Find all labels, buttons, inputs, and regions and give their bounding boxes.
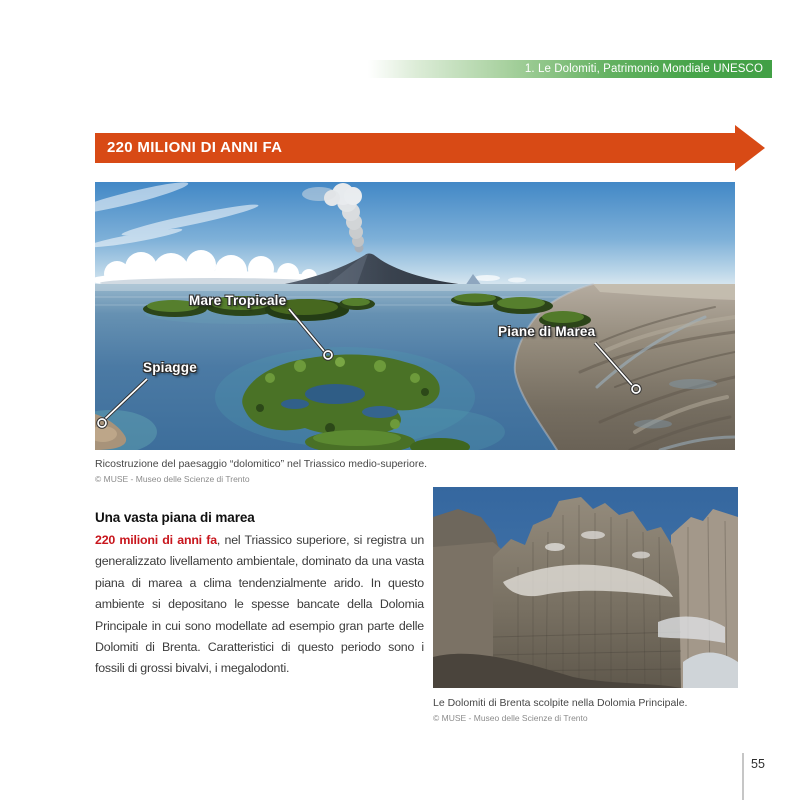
- chapter-header-bar: [368, 60, 772, 78]
- brenta-photo: [433, 487, 738, 688]
- timeline-title: 220 MILIONI DI ANNI FA: [107, 139, 283, 156]
- illustration-credit: © MUSE - Museo delle Scienze di Trento: [95, 474, 250, 484]
- photo-caption-block: [433, 697, 738, 725]
- page-number: 55: [751, 757, 765, 771]
- article-heading: Una vasta piana di marea: [95, 510, 255, 525]
- paleo-landscape-art: [95, 182, 735, 450]
- brenta-mountains-art: [433, 487, 738, 688]
- chapter-title: 1. Le Dolomiti, Patrimonio Mondiale UNESCO: [524, 63, 763, 75]
- paleo-landscape-illustration: [95, 182, 735, 450]
- illustration-caption-block: [95, 458, 615, 486]
- article: [95, 510, 424, 680]
- footer-rule: [742, 753, 744, 800]
- label-spiagge: Spiagge: [143, 360, 197, 375]
- arrow-right-icon: [735, 125, 765, 171]
- article-paragraph: [95, 530, 424, 680]
- article-body: , nel Triassico superiore, si registra un generalizzato livellamento ambientale, dominato da una vasta piana di marea a clima tendenzialmente arido. In questo ambiente si depositano le spesse bancate della Dolomia Principale in cui sono modellate ad esempio gran parte delle Dolomiti di Brenta. Caratteristici di questo periodo sono i fossili di grossi bivalvi, i megalodonti.: [95, 533, 425, 676]
- label-mare-tropicale: Mare Tropicale: [189, 293, 287, 308]
- label-piane-di-marea: Piane di Marea: [498, 324, 596, 339]
- photo-caption: Le Dolomiti di Brenta scolpite nella Dolomia Principale.: [433, 697, 688, 709]
- illustration-caption: Ricostruzione del paesaggio “dolomitico” nel Triassico medio-superiore.: [95, 458, 428, 470]
- article-lead: 220 milioni di anni fa: [95, 533, 217, 547]
- timeline-banner: [95, 133, 735, 163]
- sky: [95, 182, 735, 289]
- photo-credit: © MUSE - Museo delle Scienze di Trento: [433, 713, 588, 723]
